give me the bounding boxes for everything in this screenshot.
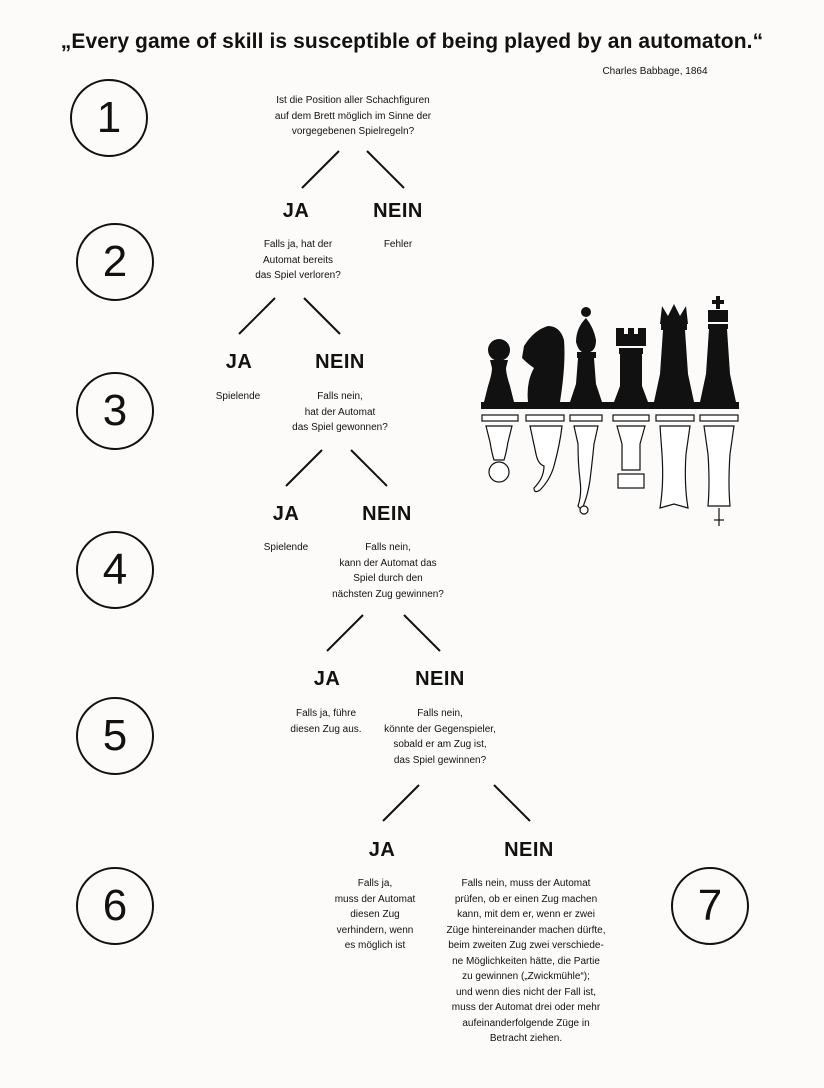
queen-icon	[654, 304, 694, 402]
branch-line	[239, 298, 275, 334]
question-2: Falls ja, hat der Automat bereits das Spiel verloren?	[255, 239, 341, 281]
step-circle-2: 2	[76, 223, 154, 301]
branch-line	[383, 785, 419, 821]
branch-line	[302, 151, 339, 188]
label-nein-2: NEIN	[315, 351, 365, 373]
label-ja-5: JA	[368, 839, 396, 861]
branch-line	[286, 450, 322, 486]
branch-line	[351, 450, 387, 486]
action-5: Falls ja, führe diesen Zug aus.	[290, 708, 362, 735]
action-6: Falls ja, muss der Automat diesen Zug verhindern, wenn es möglich ist	[334, 878, 416, 951]
step-circle-7: 7	[671, 867, 749, 945]
step-circle-5: 5	[76, 697, 154, 775]
label-nein-3: NEIN	[362, 503, 412, 525]
label-nein-4: NEIN	[415, 668, 465, 690]
step-circle-4: 4	[76, 531, 154, 609]
rook-icon	[614, 328, 648, 402]
step-circle-6: 6	[76, 867, 154, 945]
quote: „Every game of skill is susceptible of being played by an automaton.“	[60, 30, 764, 53]
bishop-icon	[570, 307, 602, 402]
error-text: Fehler	[383, 239, 413, 250]
quote-author: Charles Babbage, 1864	[602, 66, 708, 77]
question-3: Falls nein, hat der Automat das Spiel gewonnen?	[292, 391, 388, 433]
branch-line	[327, 615, 363, 651]
label-ja-1: JA	[282, 200, 310, 222]
pawn-icon	[484, 339, 514, 402]
branch-line	[304, 298, 340, 334]
label-ja-4: JA	[313, 668, 341, 690]
game-end-2: Spielende	[263, 542, 309, 553]
branch-line	[494, 785, 530, 821]
label-ja-2: JA	[225, 351, 253, 373]
step-circle-1: 1	[70, 79, 148, 157]
king-icon	[700, 296, 736, 402]
label-nein-1: NEIN	[373, 200, 423, 222]
question-4: Falls nein, kann der Automat das Spiel durch den nächsten Zug gewinnen?	[332, 542, 444, 600]
label-nein-5: NEIN	[504, 839, 554, 861]
label-ja-3: JA	[272, 503, 300, 525]
chess-pieces-illustration	[478, 294, 742, 530]
step-circle-3: 3	[76, 372, 154, 450]
action-7: Falls nein, muss der Automat prüfen, ob er einen Zug machen kann, mit dem er, wenn er zwei Züge hintereinander machen dürfte, beim zweiten Zug zwei verschiede- ne Möglichkeiten hätte, die Partie zu gewinnen („Zwickmühle“); und wenn dies nicht der Fall ist, muss der Automat drei oder mehr aufeinanderfolgende Züge in Betracht ziehen.	[446, 878, 606, 1044]
question-1: Ist die Position aller Schachfiguren auf dem Brett möglich im Sinne der vorgegebenen Spielregeln?	[274, 95, 432, 137]
question-5: Falls nein, könnte der Gegenspieler, sobald er am Zug ist, das Spiel gewinnen?	[384, 708, 496, 766]
game-end-1: Spielende	[215, 391, 261, 402]
branch-line	[367, 151, 404, 188]
branch-line	[404, 615, 440, 651]
knight-icon	[522, 326, 565, 402]
